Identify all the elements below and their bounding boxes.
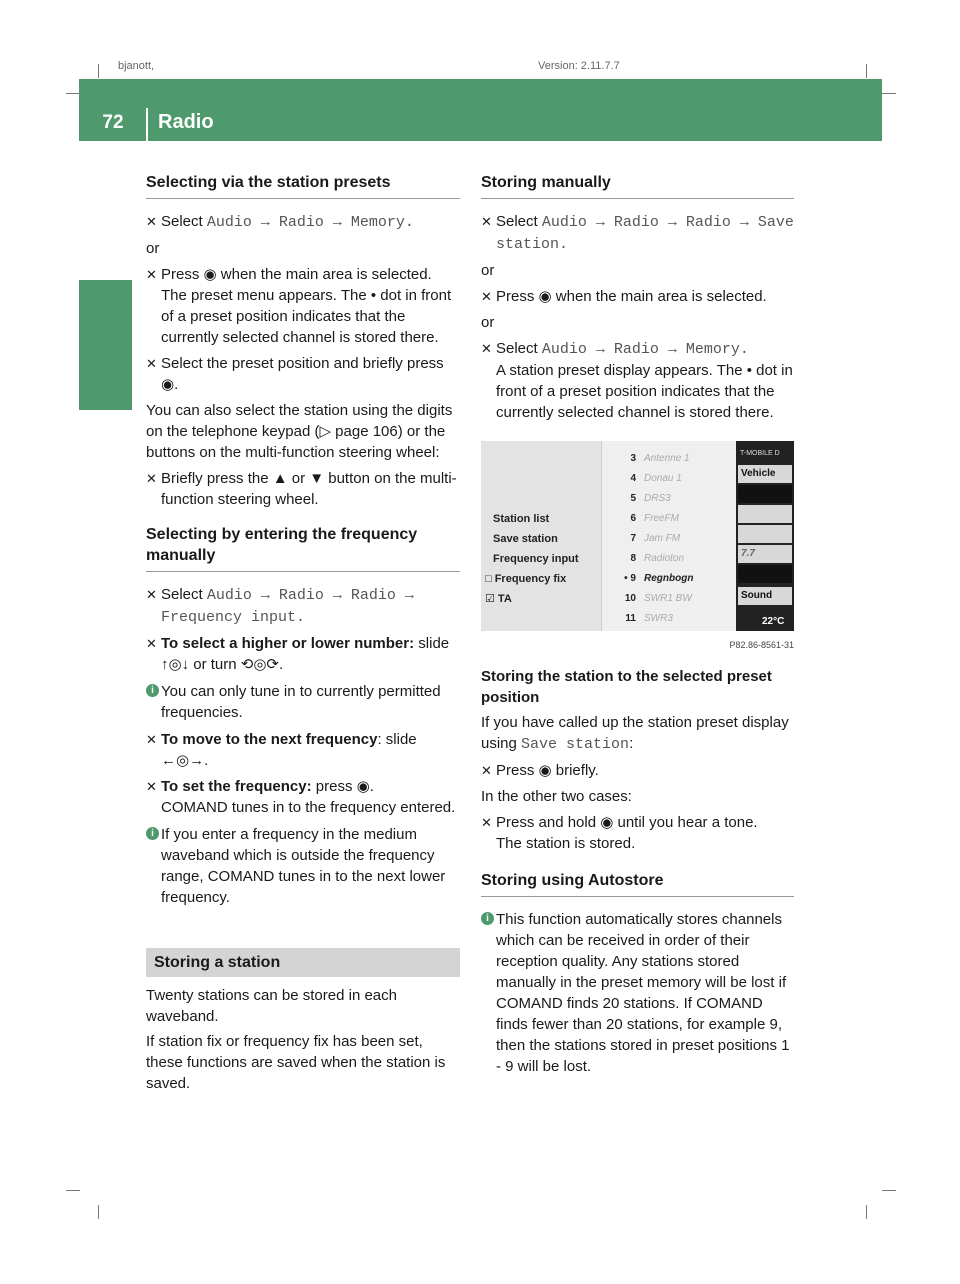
temperature-readout: 22°C: [762, 616, 785, 627]
menu-item: ☑ TA: [485, 593, 512, 605]
step-arrow-icon: ✕: [481, 815, 492, 830]
menu-item: Save station: [493, 533, 558, 545]
crop-mark: [866, 1205, 867, 1219]
figure-caption: P82.86-8561-31: [729, 640, 794, 650]
preset-row: 5 DRS3: [630, 493, 671, 504]
instruction-step: ✕ Select Audio → Radio → Radio → Save station.: [481, 213, 794, 253]
info-note: i If you enter a frequency in the medium waveband which is outside the frequency range, COMAND tunes in to the next lower frequency.: [146, 824, 460, 908]
menu-item: Frequency input: [493, 553, 579, 565]
page-title: Radio: [158, 111, 214, 133]
subheading: Storing the station to the selected preset position: [481, 668, 772, 706]
or-text: or: [481, 314, 495, 331]
screen-presets: [602, 441, 736, 631]
comand-screen-illustration: [481, 441, 794, 631]
crop-mark: [66, 1190, 80, 1191]
step-arrow-icon: ✕: [146, 636, 157, 651]
preset-row: 4 Donau 1: [630, 473, 682, 484]
section-heading: Selecting via the station presets: [146, 172, 460, 199]
meta-version: Version: 2.11.7.7: [538, 60, 620, 72]
body-paragraph: Twenty stations can be stored in each waveband.: [146, 987, 397, 1025]
instruction-step: ✕ To select a higher or lower number: slide ↑◎↓ or turn ⟲◎⟳.: [146, 635, 450, 673]
step-arrow-icon: ✕: [146, 779, 157, 794]
info-icon: i: [481, 912, 494, 925]
carrier-label: T-MOBILE D: [740, 450, 780, 457]
instruction-step: ✕ Press ◉ briefly.: [481, 762, 599, 779]
crop-mark: [866, 64, 867, 78]
menu-item: □ Frequency fix: [485, 573, 567, 585]
body-paragraph: If you have called up the station preset display using Save station:: [481, 714, 789, 753]
crop-mark: [98, 64, 99, 78]
info-note: i You can only tune in to currently permitted frequencies.: [146, 681, 460, 723]
crop-mark: [66, 93, 80, 94]
step-arrow-icon: ✕: [146, 356, 157, 371]
step-arrow-icon: ✕: [146, 587, 157, 602]
frequency-readout: 7.7: [738, 545, 792, 563]
crop-mark: [98, 1205, 99, 1219]
instruction-step: ✕ Select Audio → Radio → Radio → Frequency input.: [146, 586, 414, 626]
preset-row: 7 Jam FM: [630, 533, 681, 544]
body-paragraph: You can also select the station using the digits on the telephone keypad (▷ page 106) or the buttons on the multi-function steering wheel:: [146, 402, 453, 461]
menu-item: Station list: [493, 513, 550, 525]
preset-row-selected: • 9 Regnbogn: [624, 573, 694, 584]
meta-author: bjanott,: [118, 60, 155, 72]
preset-row: 3 Antenne 1: [630, 453, 690, 464]
section-heading: Storing manually: [481, 172, 794, 199]
instruction-step: ✕ Press and hold ◉ until you hear a tone. The station is stored.: [481, 814, 758, 852]
instruction-step: ✕ Select the preset position and briefly press ◉.: [146, 355, 444, 393]
instruction-step: ✕ To set the frequency: press ◉. COMAND tunes in to the frequency entered.: [146, 778, 456, 816]
instruction-step: ✕ Select Audio → Radio → Memory. A station preset display appears. The • dot in front of a preset position indicates that the currently selected channel is stored there.: [481, 340, 793, 421]
step-arrow-icon: ✕: [146, 214, 157, 229]
step-arrow-icon: ✕: [146, 267, 157, 282]
side-tab-label: COMAND: [88, 305, 113, 410]
info-icon: i: [146, 684, 159, 697]
preset-row: 8 Radioton: [630, 553, 685, 564]
instruction-step: ✕ To move to the next frequency: slide ←◎→.: [146, 731, 417, 769]
step-arrow-icon: ✕: [481, 214, 492, 229]
screen-menu: [481, 441, 601, 631]
preset-row: 6 FreeFM: [630, 513, 679, 524]
info-note: i This function automatically stores channels which can be received in order of their reception quality. Any stations stored manually in the preset memory will be lost if COMAND finds 20 stations. If COMAND finds fewer than 20 stations, for example 9, then the stations stored in preset positions 1 - 9 will be lost.: [481, 909, 794, 1077]
page-number: 72: [102, 112, 124, 133]
or-text: or: [481, 262, 495, 279]
body-paragraph: If station fix or frequency fix has been set, these functions are saved when the station is saved.: [146, 1033, 446, 1092]
step-arrow-icon: ✕: [481, 763, 492, 778]
right-column: [481, 172, 794, 1087]
instruction-step: ✕ Press ◉ when the main area is selected.: [481, 288, 767, 305]
section-heading-boxed: Storing a station: [146, 948, 460, 977]
preset-row: 10 SWR1 BW: [624, 593, 692, 604]
body-paragraph: In the other two cases:: [481, 788, 632, 805]
section-heading: Storing using Autostore: [481, 870, 794, 897]
header-divider: [146, 108, 148, 141]
step-arrow-icon: ✕: [146, 471, 157, 486]
instruction-step: ✕ Press ◉ when the main area is selected. The preset menu appears. The • dot in front of a preset position indicates that the currently selected channel is stored there.: [146, 266, 452, 346]
crop-mark: [882, 93, 896, 94]
step-arrow-icon: ✕: [146, 732, 157, 747]
step-arrow-icon: ✕: [481, 341, 492, 356]
section-heading: Selecting by entering the frequency manually: [146, 524, 460, 572]
or-text: or: [146, 240, 160, 257]
preset-row: 11 SWR3: [625, 613, 673, 624]
left-column: [146, 172, 460, 1098]
instruction-step: ✕ Select Audio → Radio → Memory.: [146, 213, 414, 231]
instruction-step: ✕ Briefly press the ▲ or ▼ button on the multi-function steering wheel.: [146, 470, 457, 508]
sound-button: Sound: [738, 587, 792, 605]
info-icon: i: [146, 827, 159, 840]
crop-mark: [882, 1190, 896, 1191]
vehicle-button: Vehicle: [738, 465, 792, 483]
screen-status-panel: [736, 441, 794, 631]
step-arrow-icon: ✕: [481, 289, 492, 304]
